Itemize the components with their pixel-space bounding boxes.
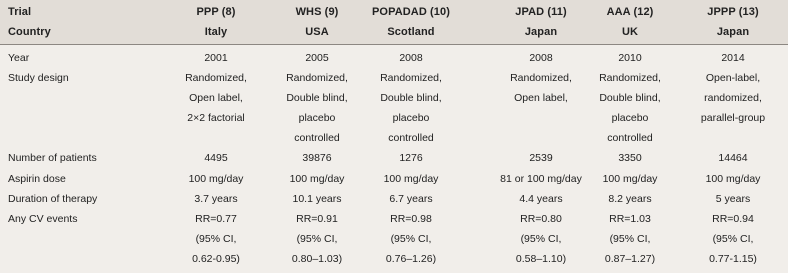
patients-cell: 3350	[618, 152, 642, 165]
duration-cell: 6.7 years	[389, 192, 433, 205]
row-labels	[8, 48, 158, 229]
design-cell: Open-label,	[705, 72, 761, 85]
header-divider	[0, 44, 788, 45]
duration-cell: 4.4 years	[519, 192, 563, 205]
patients-cell: 14464	[718, 152, 748, 165]
study-design-label: Study design	[8, 72, 69, 85]
trial-name: JPAD (11)	[515, 6, 567, 18]
trial-header-aaa	[575, 2, 685, 42]
events-cell: 0.62-0.95)	[192, 252, 240, 265]
design-cell	[166, 128, 266, 148]
trial-country: UK	[621, 26, 639, 38]
patients-cell: 2539	[529, 152, 553, 165]
trial-name: PPP (8)	[196, 6, 236, 18]
events-cell: 0.77-1.15)	[709, 252, 757, 265]
events-cell: 0.87–1.27)	[604, 252, 656, 265]
trial-country: Japan	[716, 26, 750, 38]
patients-cell: 1276	[399, 152, 423, 165]
design-cell: Open label,	[514, 92, 568, 105]
design-cell	[679, 128, 787, 148]
year-cell: 2010	[618, 52, 642, 64]
trial-header-label: Trial	[8, 6, 32, 18]
trial-column-aaa	[575, 48, 685, 269]
design-cell: Randomized,	[599, 72, 661, 85]
trial-name: POPADAD (10)	[371, 6, 450, 18]
events-cell: RR=0.77	[195, 212, 237, 225]
duration-cell: 10.1 years	[292, 192, 342, 205]
design-cell: controlled	[607, 132, 653, 145]
year-cell: 2014	[721, 52, 745, 64]
design-cell: Double blind,	[286, 92, 348, 105]
design-cell: 2×2 factorial	[187, 112, 245, 125]
dose-cell: 100 mg/day	[705, 172, 761, 185]
design-cell: placebo	[392, 112, 430, 125]
dose-cell: 100 mg/day	[383, 172, 439, 185]
patients-label: Number of patients	[8, 152, 97, 165]
trial-country: Scotland	[387, 26, 435, 38]
trial-country: Italy	[204, 26, 228, 38]
design-cell: parallel-group	[700, 112, 766, 125]
year-label: Year	[8, 52, 30, 64]
events-cell: RR=0.80	[520, 212, 562, 225]
dose-label: Aspirin dose	[8, 172, 66, 185]
dose-cell: 100 mg/day	[289, 172, 345, 185]
trial-country: USA	[305, 26, 329, 38]
trial-column-ppp	[166, 48, 266, 269]
design-cell: placebo	[298, 112, 336, 125]
country-header-label: Country	[8, 26, 51, 38]
header-labels	[8, 2, 158, 42]
events-cell: RR=1.03	[609, 212, 651, 225]
dose-cell: 81 or 100 mg/day	[500, 172, 582, 185]
events-cell: RR=0.98	[390, 212, 432, 225]
year-cell: 2001	[204, 52, 228, 64]
design-cell: Open label,	[189, 92, 243, 105]
design-cell: Double blind,	[599, 92, 661, 105]
year-cell: 2008	[399, 52, 423, 64]
events-cell: 0.76–1.26)	[385, 252, 437, 265]
trial-column-jppp	[679, 48, 787, 269]
trial-column-popadad	[346, 48, 476, 269]
events-cell: 0.58–1.10)	[515, 252, 567, 265]
events-cell: (95% CI,	[195, 232, 237, 245]
year-cell: 2008	[529, 52, 553, 64]
trial-header-popadad	[346, 2, 476, 42]
duration-cell: 5 years	[715, 192, 751, 205]
design-cell: controlled	[294, 132, 340, 145]
events-cell: RR=0.91	[296, 212, 338, 225]
trial-header-ppp	[166, 2, 266, 42]
duration-label: Duration of therapy	[8, 192, 98, 205]
events-cell: (95% CI,	[609, 232, 651, 245]
duration-cell: 8.2 years	[608, 192, 652, 205]
trial-name: JPPP (13)	[707, 6, 759, 18]
trial-name: WHS (9)	[295, 6, 339, 18]
design-cell: Randomized,	[380, 72, 442, 85]
year-cell: 2005	[305, 52, 329, 64]
cv-events-label: Any CV events	[8, 212, 78, 225]
events-cell: (95% CI,	[712, 232, 754, 245]
design-cell: Randomized,	[510, 72, 572, 85]
trial-header-jppp	[679, 2, 787, 42]
design-cell: controlled	[388, 132, 434, 145]
patients-cell: 4495	[204, 152, 228, 165]
design-cell: Double blind,	[380, 92, 442, 105]
dose-cell: 100 mg/day	[602, 172, 658, 185]
events-cell: (95% CI,	[520, 232, 562, 245]
design-cell: Randomized,	[185, 72, 247, 85]
duration-cell: 3.7 years	[194, 192, 238, 205]
design-cell: Randomized,	[286, 72, 348, 85]
events-cell: (95% CI,	[296, 232, 338, 245]
design-cell: randomized,	[704, 92, 762, 105]
events-cell: (95% CI,	[390, 232, 432, 245]
events-cell: 0.80–1.03)	[291, 252, 343, 265]
trial-name: AAA (12)	[606, 6, 654, 18]
design-cell: placebo	[611, 112, 649, 125]
events-cell: RR=0.94	[712, 212, 754, 225]
patients-cell: 39876	[302, 152, 332, 165]
dose-cell: 100 mg/day	[188, 172, 244, 185]
trial-country: Japan	[524, 26, 558, 38]
